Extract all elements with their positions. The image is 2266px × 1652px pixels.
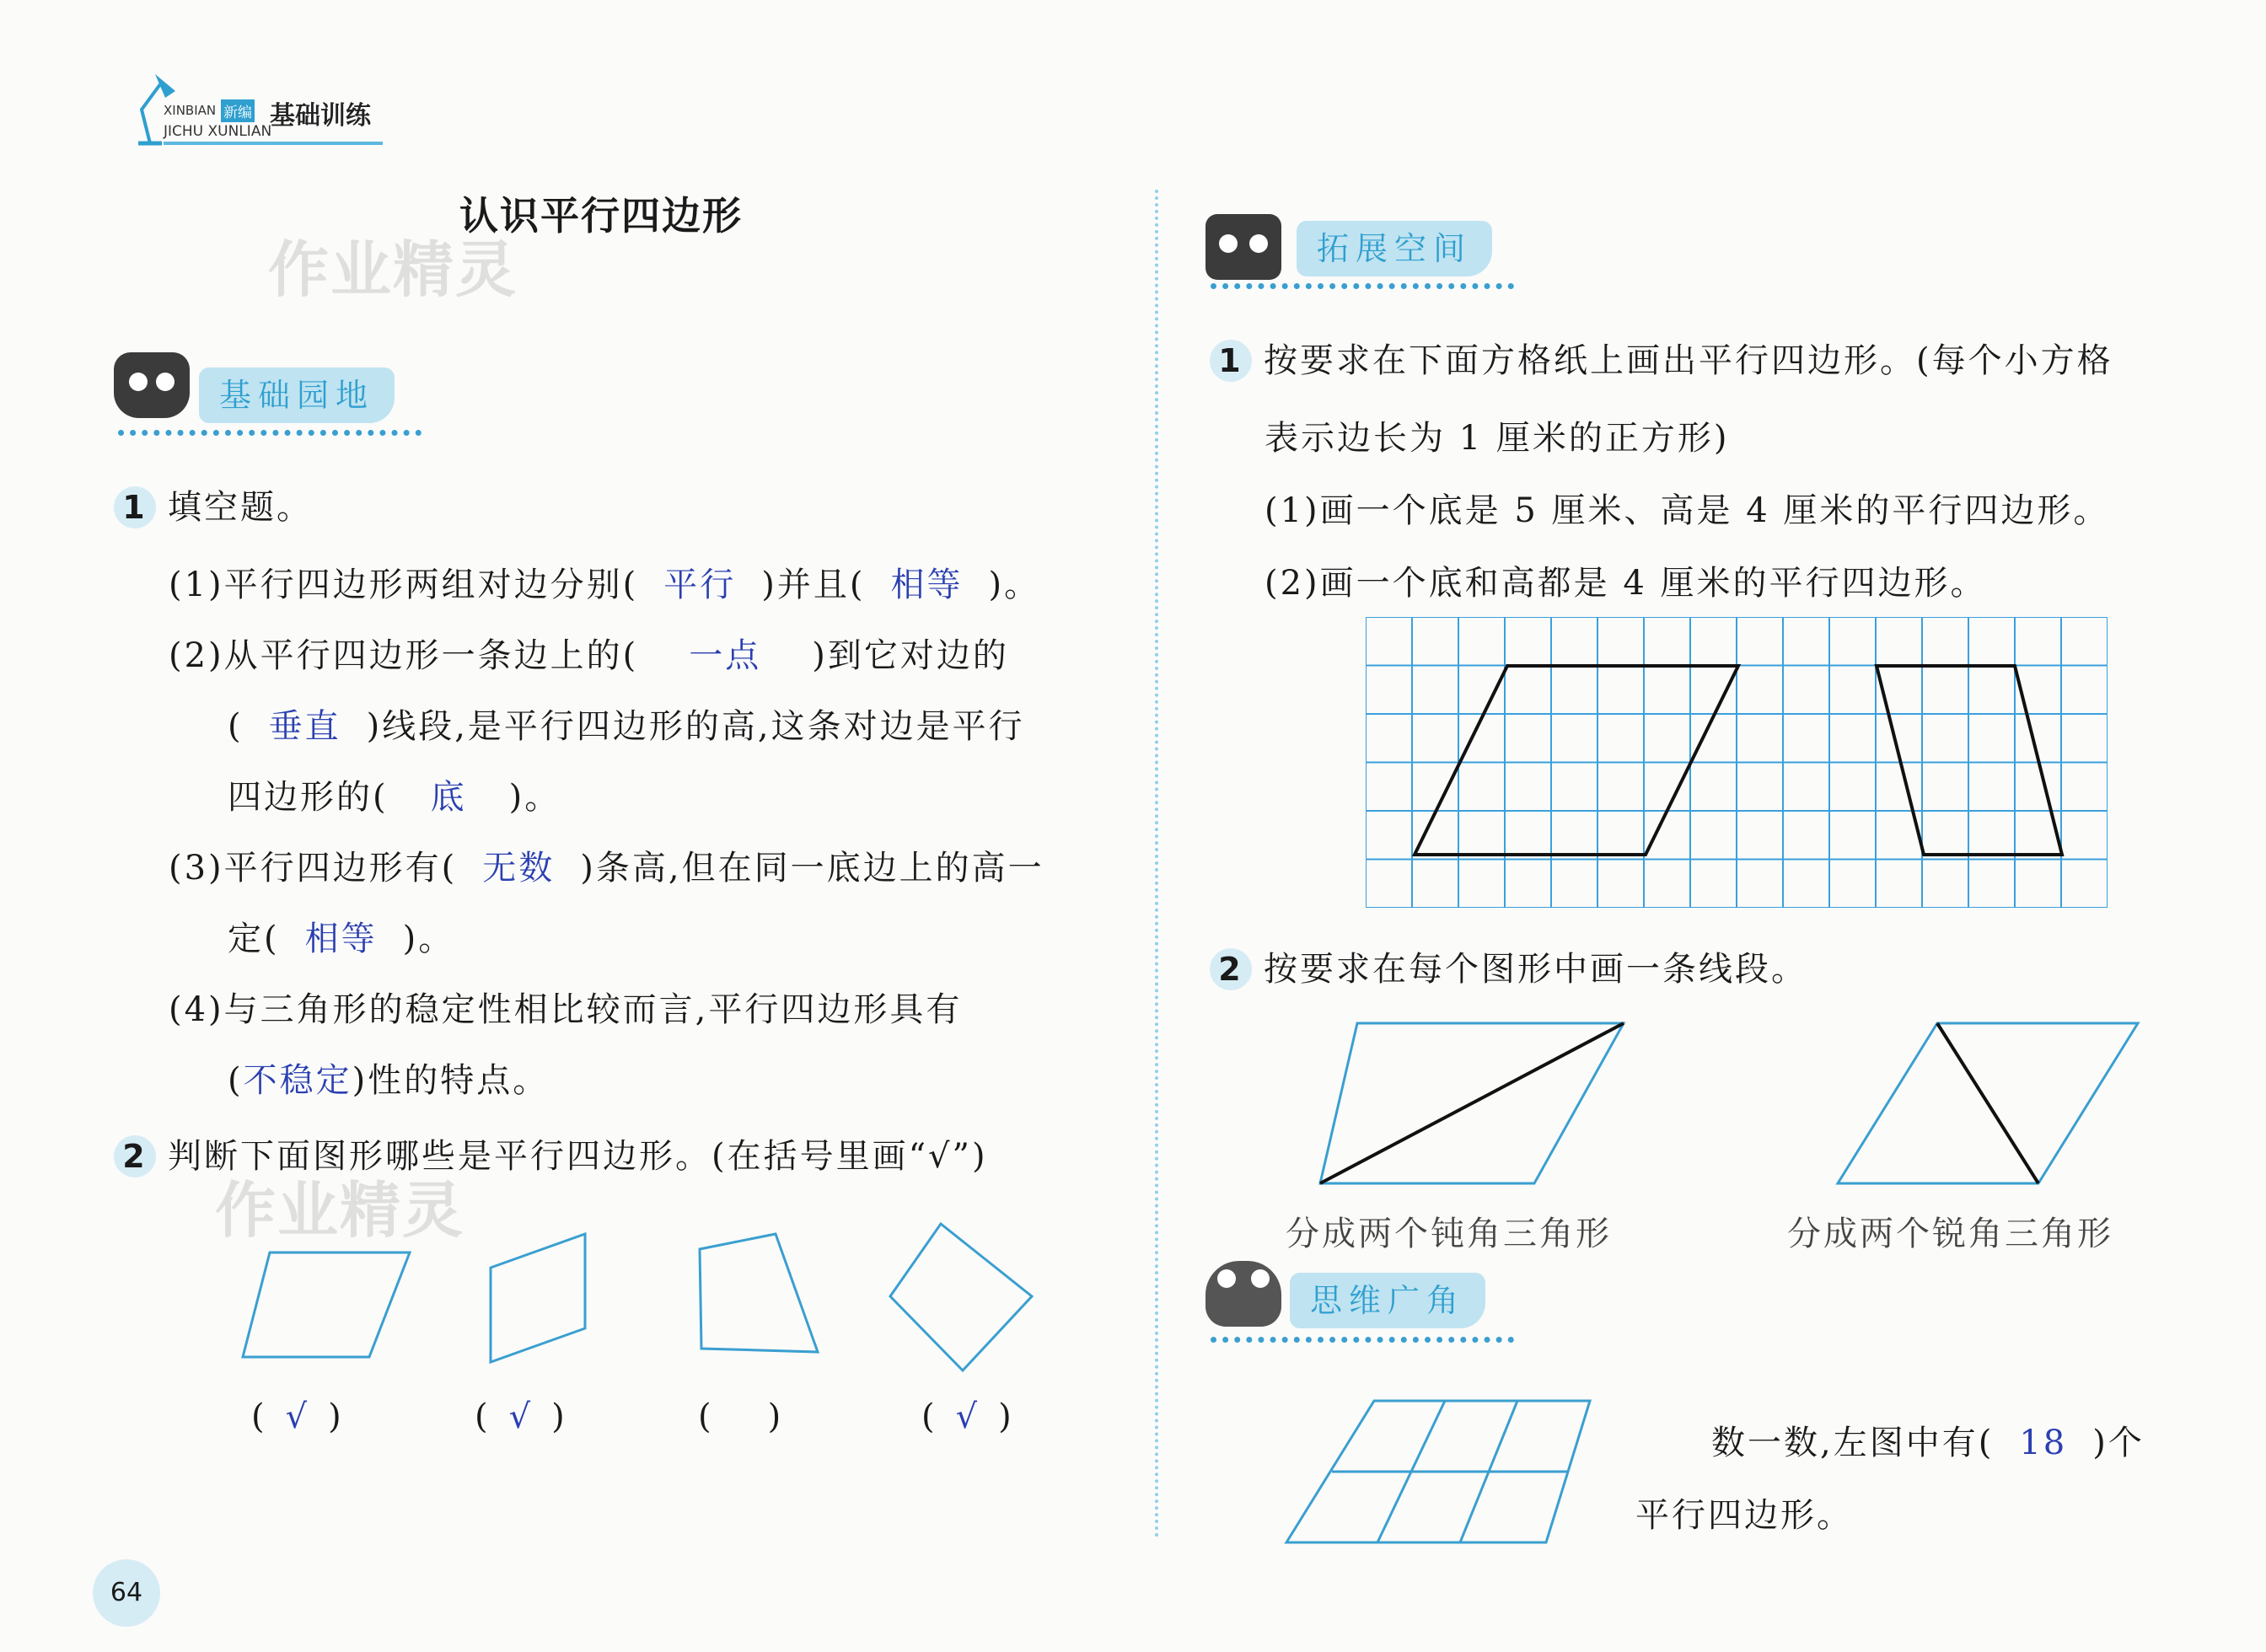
parallelogram-shape — [491, 1234, 585, 1362]
question-1-prompt: 1 填空题。 — [114, 480, 313, 528]
answer[interactable]: 平行 — [663, 566, 737, 604]
fill-line: (2)从平行四边形一条边上的( 一点 )到它对边的 — [169, 636, 1009, 675]
segment-shapes — [1248, 1011, 2175, 1214]
question-number: 2 — [114, 1135, 156, 1177]
robot-mascot-icon — [1205, 214, 1281, 280]
question-1-prompt-cont: 表示边长为 1 厘米的正方形) — [1265, 419, 1730, 458]
answer[interactable]: 无数 — [482, 849, 556, 888]
section-divider — [1211, 1337, 1514, 1343]
check-mark[interactable]: √ — [508, 1397, 534, 1436]
header-logo — [126, 66, 396, 150]
fill-line: (1)平行四边形两组对边分别( 平行 )并且( 相等 )。 — [169, 566, 1041, 604]
frog-mascot-icon — [1205, 1261, 1281, 1327]
page-title: 认识平行四边形 — [459, 193, 743, 239]
counting-question: 数一数,左图中有( 18 )个 — [1711, 1424, 2145, 1462]
caption: 分成两个锐角三角形 — [1787, 1215, 2113, 1253]
parallelogram-shape — [243, 1252, 410, 1357]
check-mark[interactable]: √ — [285, 1397, 310, 1436]
rabbit-mascot-icon — [114, 352, 190, 418]
question-2-prompt: 2 按要求在每个图形中画一条线段。 — [1210, 942, 1807, 990]
center-divider — [1155, 190, 1158, 1538]
grid-paper — [1366, 617, 2108, 908]
question-number: 2 — [1210, 948, 1252, 990]
fill-line: (不稳定)性的特点。 — [228, 1061, 550, 1100]
section-title-thinking: 思维广角 — [1290, 1273, 1485, 1328]
fill-line: ( 垂直 )线段,是平行四边形的高,这条对边是平行 — [228, 707, 1025, 746]
answer[interactable]: 相等 — [304, 920, 378, 958]
brand-top: XINBIAN — [164, 103, 217, 118]
question-number: 1 — [114, 486, 156, 528]
counting-figure — [1273, 1391, 1610, 1559]
answer-slot: ( √ ) — [475, 1397, 567, 1436]
brand-bottom: JICHU XUNLIAN — [164, 123, 272, 140]
fill-line: (4)与三角形的稳定性相比较而言,平行四边形具有 — [169, 990, 963, 1029]
answer-slot: ( ) — [698, 1397, 784, 1436]
brand-title: 基础训练 — [270, 101, 371, 131]
sub-question: (1)画一个底是 5 厘米、高是 4 厘米的平行四边形。 — [1265, 491, 2110, 530]
question-2-prompt: 2 判断下面图形哪些是平行四边形。(在括号里画“√”) — [114, 1129, 988, 1177]
section-title-basic: 基础园地 — [199, 367, 395, 423]
check-mark[interactable]: √ — [955, 1397, 980, 1436]
judgement-shapes — [219, 1214, 1079, 1382]
answer[interactable]: 相等 — [890, 566, 964, 604]
question-number: 1 — [1210, 340, 1252, 382]
counting-question-cont: 平行四边形。 — [1635, 1496, 1853, 1535]
question-1-prompt: 1 按要求在下面方格纸上画出平行四边形。(每个小方格 — [1210, 334, 2113, 382]
answer[interactable]: 一点 — [689, 636, 762, 675]
caption: 分成两个钝角三角形 — [1286, 1215, 1612, 1253]
answer-slot: ( √ ) — [921, 1397, 1014, 1436]
watermark: 作业精灵 — [268, 234, 518, 305]
section-title-extension: 拓展空间 — [1297, 221, 1492, 276]
quadrilateral-shape — [700, 1234, 818, 1352]
answer[interactable]: 底 — [430, 778, 467, 817]
fill-line: (3)平行四边形有( 无数 )条高,但在同一底边上的高一 — [169, 849, 1044, 888]
fill-line: 四边形的( 底 )。 — [228, 778, 561, 817]
section-divider — [1211, 283, 1514, 289]
section-divider — [118, 430, 422, 436]
brand-badge: 新编 — [221, 99, 255, 122]
brand-underline — [164, 142, 383, 145]
sub-question: (2)画一个底和高都是 4 厘米的平行四边形。 — [1265, 564, 1987, 603]
watermark: 作业精灵 — [215, 1175, 465, 1246]
answer[interactable]: 18 — [2019, 1424, 2068, 1462]
page-number: 64 — [93, 1559, 160, 1627]
drawn-segment — [1937, 1023, 2038, 1183]
answer[interactable]: 不稳定 — [243, 1061, 352, 1100]
fill-line: 定( 相等 )。 — [228, 920, 455, 958]
answer[interactable]: 垂直 — [268, 707, 341, 746]
rhombus-shape — [890, 1224, 1032, 1370]
answer-slot: ( √ ) — [251, 1397, 344, 1436]
